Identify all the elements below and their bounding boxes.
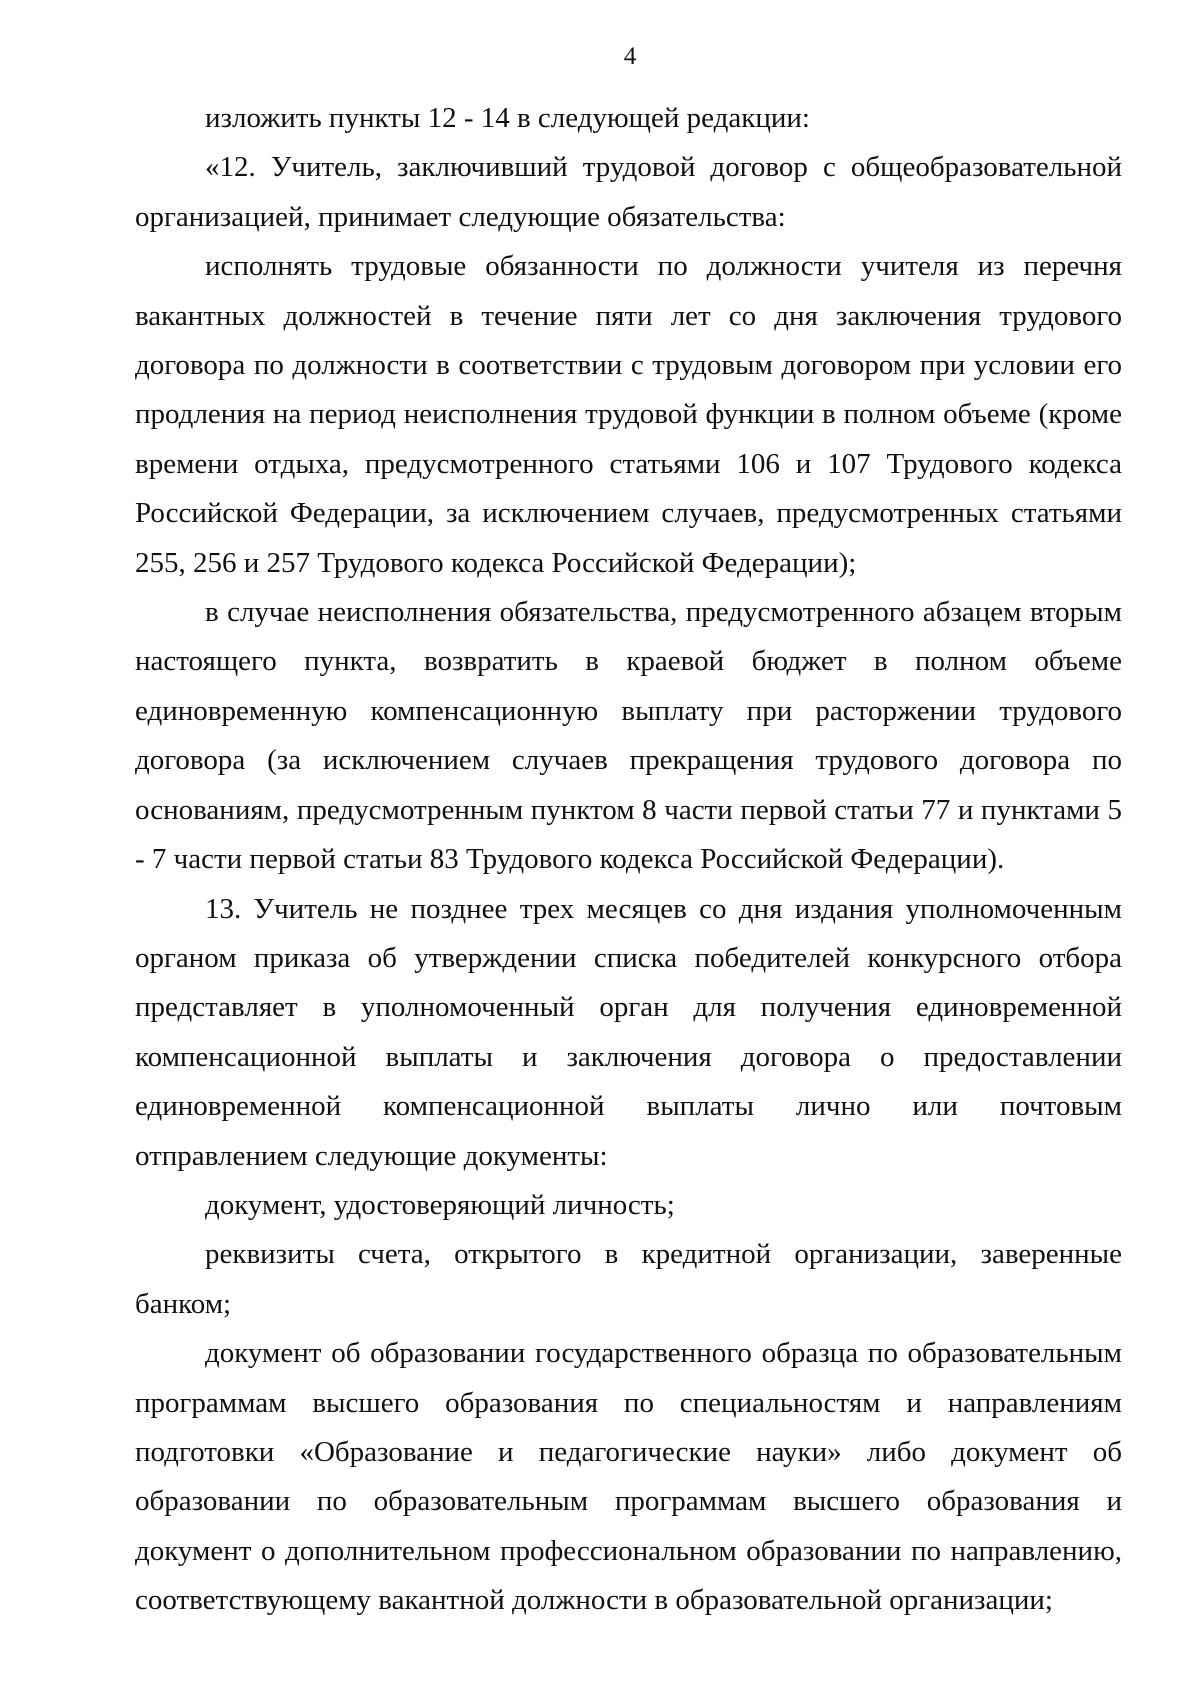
paragraph-document-bank-details: реквизиты счета, открытого в кредитной организации, заверенные банком; bbox=[135, 1238, 1122, 1320]
paragraph-obligation-duties: исполнять трудовые обязанности по должности учителя из перечня вакантных должностей в течение пяти лет со дня заключения трудового договора по должности в соответствии с трудовым договором при условии его продления на период неисполнения трудовой функции в полном объеме (кроме времени отдыха, предусмотренного статьями 106 и 107 Трудового кодекса Российской Федерации, за исключением случаев, предусмотренных статьями 255, 256 и 257 Трудового кодекса Российской Федерации); bbox=[135, 250, 1122, 579]
paragraph-item-13: 13. Учитель не позднее трех месяцев со дня издания уполномоченным органом приказа об утверждении списка победителей конкурсного отбора представляет в уполномоченный орган для получения единовременной компенсационной выплаты и заключения договора о предоставлении единовременной компенсационной выплаты лично или почтовым отправлением следующие документы: bbox=[135, 892, 1122, 1172]
paragraph-intro: изложить пункты 12 - 14 в следующей редакции: bbox=[205, 102, 810, 134]
paragraph-obligation-refund: в случае неисполнения обязательства, предусмотренного абзацем вторым настоящего пункта, возвратить в краевой бюджет в полном объеме единовременную компенсационную выплату при расторжении трудового договора (за исключением случаев прекращения трудового договора по основаниям, предусмотренным пунктом 8 части первой статьи 77 и пунктами 5 - 7 части первой статьи 83 Трудового кодекса Российской Федерации). bbox=[135, 596, 1122, 876]
paragraph-item-12: «12. Учитель, заключивший трудовой договор с общеобразовательной организацией, принимает следующие обязательства: bbox=[135, 151, 1122, 233]
page-number: 4 bbox=[623, 43, 637, 70]
paragraph-document-identity: документ, удостоверяющий личность; bbox=[205, 1188, 675, 1221]
paragraph-document-education: документ об образовании государственного образца по образовательным программам высшего образования по специальностям и направлениям подготовки «Образование и педагогические науки» либо документ об образовании по образовательным программам высшего образования и документ о дополнительном профессиональном образовании по направлению, соответствующему вакантной должности в образовательной организации; bbox=[135, 1337, 1122, 1617]
document-body bbox=[135, 94, 1122, 1626]
